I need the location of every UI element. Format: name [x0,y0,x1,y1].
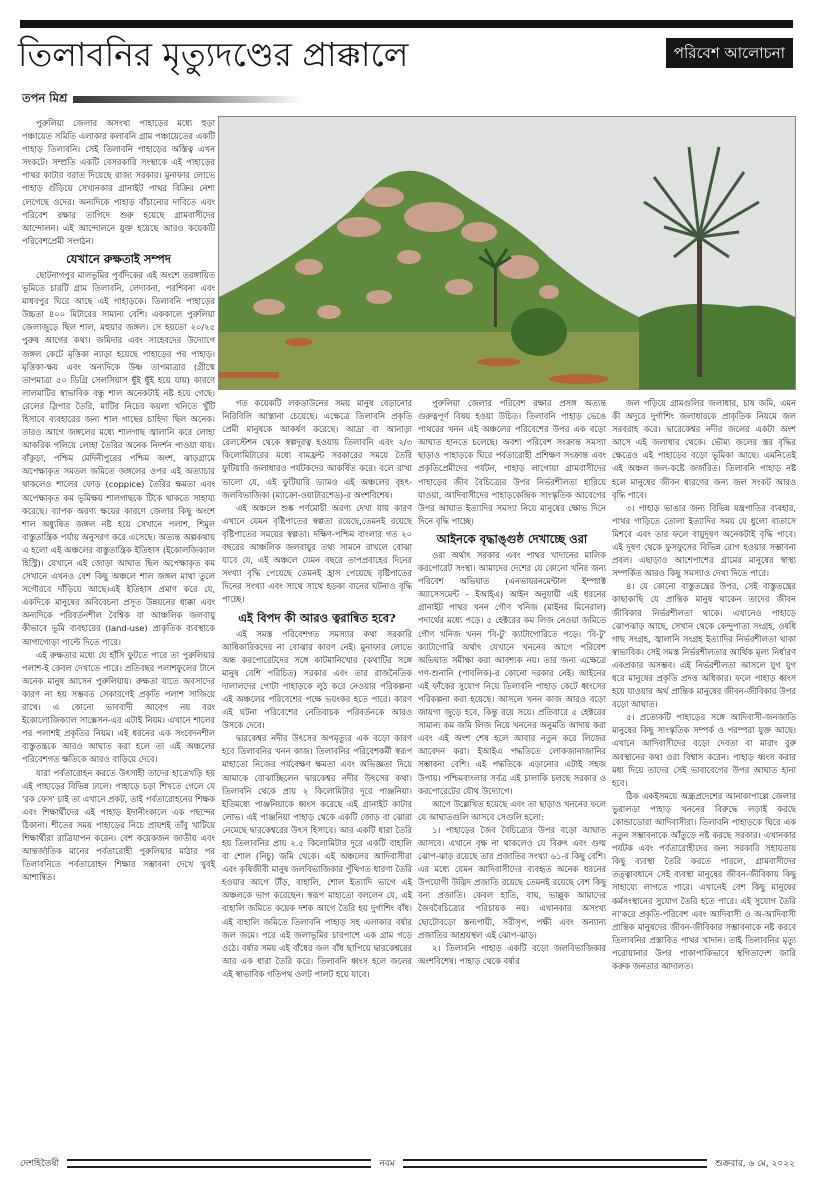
author-name: তপন মিশ্র [22,91,68,105]
byline [22,90,303,109]
article-column-1 [22,117,215,884]
paragraph: এই অঞ্চলে শুষ্ক পর্ণমোচী অরণ্য দেখা যায় কারণ এখানে যেমন বৃষ্টিপাতের স্বল্পতা রয়েছে,তেমনই রয়েছে বৃষ্টিপাতের সময়ের স্বল্পতা। দক্ষিণ-পশ্চিম বাংলার গত ২০ বছরের আঞ্চলিক জলবায়ুর তথ্য সামনে রাখলে বোঝা যাবে যে, এই অঞ্চলে যেমন বছরে তাপপ্রবাহের দিনের সংখ্যা বৃদ্ধি পেয়েছে তেমনই হ্রাস পেয়েছে বৃষ্টিপাতের দিনের সংখ্যা এবং সাথে সাথে হড়কা বানের ঘটনাও বৃদ্ধি পাচ্ছে। [222,502,412,605]
paragraph: ঠিক একইসময়ে অন্ধ্রপ্রদেশের আনাকাপাল্লে জেলার ভুরালডা পাহাড় খননের বিরুদ্ধে লড়াই করছে কোন্ডাডোরা আদিবাসীরা। তিলাবনি পাহাড়কে ঘিরে এক নতুন সম্ভাবনাকে আঁতুড়ে নষ্ট করছে সরকার। এখানকার পর্যটক এবং পর্বতারোহীদের জন্য সরকারি সহায়তায় কিছু ব্যবস্থা তৈরি করতে পারলে, গ্রামবাসীদের তত্ত্বাবধানে সেই ব্যবস্থা মানুষের জীবন-জীবিকায় কিছু সাহায্যে লাগতে পারে। এখানেই বেশ কিছু মানুষের কর্মসংস্থানের সুযোগ তৈরি হতে পারে। এই সুযোগ তৈরি না'করে প্রকৃতি-পরিবেশ এবং আদিবাসী ও অ-আদিবাসী প্রান্তিক মানুষদের জীবন-জীবিকার সম্ভাবনাকে নষ্ট করবে তিলাবনির প্রস্তাবিত পাথর খাদান। তাই তিলাবনির মৃত্যু পরোয়ানার উপর পাকাপাকিভাবে স্থগিতাদেশ জারি করুক জনতার আদালত। [612,790,796,972]
page-footer [20,1156,795,1171]
article-column-3 [418,397,606,968]
paragraph: দ্বারকেশ্বর নদীর উৎসের অপমৃত্যুর এক বড়ো কারণ হবে তিলাবনির খনন কাজ। তিলাবনির পরিবেশকর্মী স্বরূপ মাহাতো নিজের পর্যবেক্ষণ ক্ষমতা এবং অভিজ্ঞতা দিয়ে আমাকে বোঝাচ্ছিলেন দ্বারকেশ্বর নদীর উৎসের কথা। তিলাবনি থেকে প্রায় ২ কিলোমিটার দূরে পাঞ্জনিয়া। ইতিমধ্যে পাঞ্জনিয়াকে ধ্বংস করেছে এই গ্রানাইট কাটার লোভ। এই পাঞ্জনিয়া পাহাড় থেকে একটি জোড় বা ঝোরা নেমেছে দ্বারকেশ্বরের উৎস হিসাবে। আর একটি ধারা তৈরি হয় তিলাবনির প্রায় ২.৫ কিলোমিটার দূরে একটি বাহালি বা শোল (নিচু) জমি থেকে। এই অঞ্চলের আদিবাসীরা এবং কৃষিজীবী মানুষ জলবিভাজিকার পুঁথিগত ধারণা তৈরি হওয়ার আগে টাঁড়, বাহালি, শোল ইত্যাদি ভাগে এই অঞ্চলকে ভাগ করেছেন। স্বরূপ মাহাতো বললেন যে, এই বাহালি জমিতে কয়েক দশক আগে তৈরি হয় দুর্গাশিং বাঁধ। এই বাহালি জমিতে তিলাবনি পাহাড় সহ এলাকার বর্ষার জল জমে। পরে এই জলাভূমির চারপাশে এক গ্রাম গড়ে ওঠে। বর্ষার সময় এই বাঁধের জল বাঁধ ছাপিয়ে দ্বারকেশ্বরের আর এক ধারা তৈরি করে। তিলাবনি ধ্বংস হলে জলের এই স্বাভাবিক গতিপথ ওলট পালট হয়ে যাবে। [222,733,412,979]
paragraph: ছোটনাগপুর মালভূমির পূর্বদিকের এই অংশে তরঙ্গায়িত ভূমিতে চারটি গ্রাম তিলাবনি, লেদাবনা, পরশিবনা এবং মাধবপুর ঘিরে আছে এই পাহাড়কে। তিলাবনি পাহাড়ের উচ্চতা ৪০০ মিটারের সামান্য বেশি। এককালে পুরুলিয়া জেলাজুড়ে ছিল শাল, মহুয়ার জঙ্গল। সে হয়তো ২০/২৫ পুরুষ আগের কথা। জমিদার এবং সাহেবদের উদ্যোগে জঙ্গল কেটে মৃত্তিকা ন্যাড়া হয়েছে পাহাড়ের পর পাহাড়। মৃত্তিকা-ক্ষয় এবং অন্যদিকে উষ্ণ তাপমাত্রার (গ্রীষ্মে তাপমাত্রা ৫০ ডিগ্রি সেলসিয়াস ছুঁই ছুঁই হয়ে যায়) কারণে লালমাটির স্বাভাবিক বন্ধু শাল অনেকটাই নষ্ট হয়ে গেছে। রেলের স্লিপার তৈরি, মাটির নিচের কয়লা খনিতে খুঁটি হিসাবে ব্যবহারের জন্য শাল গাছের চাহিদা ছিল অনেক। তারও আগে জঙ্গলের মধ্যে শালগাছ জ্বালানি করে লোহা আকরিক গলিয়ে লোহা তৈরির অনেক নিদর্শন পাওয়া যায়। বাঁকুড়া, পশ্চিম মেদিনীপুরের পশ্চিম অংশ, ঝাড়গ্রামে অপেক্ষাকৃত সমতল জমিতে জঙ্গলের ওপর এই অত্যাচার থাকলেও শালের ফোড় (coppice) তৈরির ক্ষমতা এবং অপেক্ষাকৃত কম ভূমিক্ষয় শালগাছকে টিকে থাকতে সাহায্য করেছে। ব্যাপক অরণ্য ক্ষয়ের কারণে জেলার কিছু অংশে শাল অধ্যুষিত জঙ্গল নষ্ট হয়ে সেখানে পলাশ, শিমুল বাস্তুতান্ত্রিক পর্যায় অনুসরণ করে এসেছে। অত্যন্ত অল্পকথায় এ হলো এই অঞ্চলের বাস্তুতান্ত্রিক ইতিহাস (ইকোলজিক্যাল হিস্ট্রি)। যেখানে এই জোড়া আঘাত ছিল অপেক্ষাকৃত কম সেখানে এখনও বেশ কিছু অঞ্চলে শাল জঙ্গল মাথা তুলে সগৌরবে দাঁড়িয়ে আছে।এই ইতিহাস প্রমাণ করে যে, একদিকে মানুষের অবিবেচনা প্রসূত উন্নয়নের ধাক্কা এবং অন্যদিকে পরিবর্তনশীল বৈশ্বিক বা আঞ্চলিক জলবায়ু কীভাবে ভূমি ব্যবহারের (land-use) প্রাকৃতিক ব্যবস্থাকে আগাগোড়া পাল্টে দিতে পারে। [22,269,215,647]
hill-landscape-photo [219,117,795,389]
article-column-2 [222,397,412,981]
paragraph: পুরুলিয়া জেলার অসংখ্য পাহাড়ের মধ্যে হুড়া পঞ্চায়েত সমিতি এলাকার কলাবনি গ্রাম পঞ্চায়েতের একটি পাহাড় তিলাবনি। সেই তিলাবনি পাহাড়ের অস্তিত্ব এখন সংকটে। সম্প্রতি একটি বেসরকারি সংস্থাকে এই পাহাড়ের পাথর কাটার বরাত দিয়েছে রাজ্য সরকার। মুনাফার লোভে পাহাড় গুঁড়িয়ে সেখানকার গ্রানাইট পাথর বিক্রির নেশা লেগেছে ওদের। অন্যদিকে পাহাড় বাঁচানোর দাবিতে এবং পরিবেশ রক্ষার তাগিদে শুরু হয়েছে গ্রামবাসীদের আন্দোলন। এই আন্দোলনে যুক্ত হয়েছে আরও কয়েকটি পরিবেশপ্রেমী সংগঠন। [22,118,215,246]
byline-gradient-bar [73,96,303,103]
footer-rule [403,1159,707,1168]
paragraph: জল গড়িয়ে গ্রামগুলির জলাধার, চাষ জমি, এমন কী অদূরে দুর্গাশিং জলাধারকে প্রাকৃতিক নিয়মে জল সরবরাহ করে। দ্বারেকেশ্বর নদীর জলের একটা অংশ আসে এই জলাধার থেকে। ভৌম্য জলের স্তর বৃদ্ধির ক্ষেত্রেও এই পাহাড়ের বড়ো ভূমিকা আছে। এমনিতেই এই অঞ্চল জল-কষ্টে জর্জরিত। তিলাবনি পাহাড় নষ্ট হলে মানুষের জীবন ধারণের জন্য জল সংকট আরও বৃদ্ধি পাবে। [612,398,796,500]
paragraph: ২। তিলাবনি পাহাড় একটি বড়ো জলবিভাজিকার অংশবিশেষ। পাহাড় থেকে বর্ষার [418,942,606,966]
page-number: নবম [379,1159,395,1169]
paragraph: ওরা অর্থাৎ সরকার এবং পাথর খাদানের মালিক করপোরেট সংস্থা। আমাদের দেশের যে কোনো খনির জন্য পরিবেশ অভিঘাত (এনভায়রনমেন্টাল ইম্প্যাক্ট অ্যাসেসমেন্ট – ইআইএ) আইন অনুযায়ী এই ধরনের গ্রানাইট পাথর খনন গৌণ খনিজ (মাইনর মিনেরাল) পদার্থের মধ্যে পড়ে। ৫ হেক্টরের কম লিজ নেওয়া জমিতে গৌণ খনিজ খনন 'বি-টু' ক্যাটাগোরিতে পড়ে। 'বি-টু' ক্যাটাগোরি অর্থাৎ যেখানে খননের আগে পরিবেশ অভিঘাত সমীক্ষা করা আবশ্যক নয়। তার জন্য এক্ষেত্রে গণ-শুনানি (পাবলিক)-র কোনো দরকার নেই। আইনের এই ফাঁকের সুযোগ নিয়ে তিলাবনি পাহাড় কেটে ধ্বংসের পরিকল্পনা করা হয়েছে। আসলে খনন কাজ আরও বড়ো জায়গা জুড়ে হবে, কিন্তু রয়ে সয়ে। প্রতিবারে ৫ হেক্টরের সামান্য কম জমি লিজ নিয়ে খননের অনুমতি আদায় করা এবং এই অংশ শেষ হলে আবার নতুন করে লিজের আবেদন করা। ইআইএ পদ্ধতিতে লোকজানাজানির সম্ভাবনা বেশি। এই পদ্ধতিকে এড়ানোর এটাই সহজ উপায়। পশ্চিমবাংলার সর্বত্র এই চালাকি চলছে সরকার ও করপোরেটের যৌথ উদ্যোগে। [418,549,606,796]
subheading: এই বিপদ কী আরও ত্বরান্বিত হবে? [238,610,396,625]
paragraph: ১। পাহাড়ের জৈব বৈচিত্র্যের উপর বড়ো আঘাত আসবে। এখানে বৃক্ষ না থাকলেও যে বিরুৎ এবং গুল্ম ঝোপ-ঝাড় রয়েছে তার প্রজাতির সংখ্যা ৬১-র কিছু বেশি। এর মধ্যে যেমন আদিবাসীদের ব্যবহৃত অনেক ধরনের উপযোগী উদ্ভিদ প্রজাতি রয়েছে তেমনই রয়েছে বেশ কিছু বন্য প্রজাতি। কেবল হাতি, বাঘ, ভাল্লুক আমাদের জৈববৈচিত্র্যের পরিচায়ক নয়। এখানকার অসংখ্য ছোটোবড়ো স্তন্যপায়ী, সরীসৃপ, পক্ষী এবং অন্যান্য প্রজাতির আশ্রয়স্থল এই ঝোপ-ঝাড়। [418,824,606,940]
paragraph: এই রুক্ষতার মধ্যে যে হাঁসি ফুটতে পারে তা পুরুলিয়ার পলাশ-ই কেবল দেখাতে পারে। প্রতিবছর পলাশফুলের টানে অনেক মানুষ আসেন পুরুলিয়ায়। রুক্ষতা যাতে অবসাদের কারণ না হয় সম্ভবত সেকারণেই প্রকৃতি পলাশ সাজিয়ে রাখে। এ কোনো ভাববাদী আবেগ নয় বরং ইকোলোজিক্যাল সাক্সেসন-এর এটাই নিয়ম। এখানে শালের পর পলাশই প্রকৃতির নিয়ম। এই ধরনের এক সংবেদনশীল বাস্তুতন্ত্রকে আরও আঘাত করা হলে তা এই অঞ্চলের পরিবেশগত ক্ষতিকে আরও বাড়িয়ে দেবে। [22,649,215,765]
publication-name: দেশহিতৈষী [20,1159,60,1169]
paragraph: ৫। প্রত্যেকটি পাহাড়ের সঙ্গে আদিবাসী-জনজাতি মানুষের কিছু সাংস্কৃতিক সম্পর্ক ও পরম্পরা যুক্ত আছে। এখানে আদিবাসীদের বড়ো দেবতা বা মারাং বুরু অবস্থানের কথা ওরা বিশ্বাস করেন। পাহাড় ধ্বংস করার মধ্য দিয়ে তাদের সেই ভাবাবেগের উপর আঘাত হানা হবে। [612,712,796,788]
paragraph: এই সমস্ত পরিবেশগত সমস্যার কথা সরকারি আধিকারিকদের না বোঝার কারণ নেই। মুনাফার লোভে অন্ধ করপোরেটদের সঙ্গে কাটমানিখোর (কথাটির সঙ্গে মানুষ বেশি পরিচিত) সরকার এবং তার রাজনৈতিক দালালদের গোটা পাহাড়কে লুঠ করে নেওয়ার পরিকল্পনা এই অঞ্চলের পরিবেশের পক্ষে ভয়ংকর হতে পারে। কারণ এই ঘটনা পরিবেশের নেতিবাচক পরিবর্তনকে আরও উসকে দেবে। [222,628,412,731]
article-column-4 [612,397,796,973]
article-photo [218,116,796,390]
paragraph: যারা পর্বতারোহন করতে উৎসাহী তাদের হাতেখড়ি হয় এই পাহাড়ের বিভিন্ন ঢালে। পাহাড়ে চড়া শিখতে গেলে যে 'রক ফেস' চাই তা এখানে প্রকট, তাই পর্বতারোহনের শিক্ষক এবং শিক্ষার্থীদের এই পাহাড় ইদানীংকালে এক পছন্দের ঠিকানা। শীতের সময় পাহাড়ের নিচে প্রায়শই তাঁবু খাটিয়ে শিক্ষার্থীরা রাত্রিযাপন করেন। বেশ কয়েকজন জাতীয় এবং আন্তর্জাতিক মানের পর্বতারোহী পুরুলিয়ার মাঠার পর তিলাবনিতে পর্বতারোহন শিক্ষার সম্ভাবনা দেখে খুবই আশান্বিত। [22,767,215,883]
subheading: আইনকে বৃদ্ধাঙ্গুষ্ঠ দেখাচ্ছে ওরা [436,531,588,546]
paragraph: ৪। যে কোনো বাস্তুতন্ত্রের উপর, সেই বাস্তুতন্ত্রের কাছাকাছি যে প্রান্তিক মানুষ থাকেন তাদের জীবন জীবিকার নির্ভরশীলতা থাকে। এখানেও পাহাড়ে ঝোপঝাড় আছে, সেখান থেকে কেন্দুপাতা সংগ্রহ, ওষধি গাছ সংগ্রহ, জ্বালানি সংগ্রহ ইত্যাদির নির্ভরশীলতা থাকা স্বাভাবিক। সেই সমস্ত নির্ভরশীলতার আর্থিক মূল্য নির্ধারণ একপ্রকার অসম্ভব। এই নির্ভরশীলতা আসলে যুগ যুগ ধরে মানুষের প্রকৃতি প্রদত্ত অধিকার। ফলে পাহাড় ধ্বংস হয়ে যাওয়ার অর্থ প্রান্তিক মানুষের জীবন-জীবিকার উপর বড়ো আঘাত। [612,581,796,710]
issue-date: শুক্রবার, ৬ মে, ২০২২ [714,1159,795,1169]
paragraph: গত কয়েকটি লকডাউনের সময় মানুষ বেড়ানোর নিরিবিলি আস্তানা চেয়েছে। এক্ষেত্রে তিলাবনি প্রকৃতি প্রেমী মানুষকে আকর্ষণ করেছে। আদ্রা বা আনাড়া রেলস্টেশন থেকে স্বল্পদূরত্ব হওয়ায় তিলাবনি এবং ২/৩ কিলোমিটারের মধ্যে বামফ্রন্ট সরকারের সময়ে তৈরি ফুটিয়ারি জলাধারও পর্যটকদের আকর্ষিত করে। বলে রাখা ভালো যে, এই ফুটিয়ারি ড্যামও এই অঞ্চলের বৃহৎ-জলবিভাজিকা (ম্যাক্রো-ওয়াটারশেড)-র অংশবিশেষ। [222,398,412,500]
header-rule [20,20,793,28]
paragraph: পুরুলিয়া জেলার পরিবেশ রক্ষার প্রসঙ্গ অত্যন্ত গুরুত্বপূর্ণ বিষয় হওয়া উচিত। তিলাবনি পাহাড় ভেঙে পাথরের খনন এই অঞ্চলের পরিবেশের উপর এক বড়ো আঘাত হানতে চলেছে। অবশ্য পরিবেশ সংক্রান্ত সমস্যা ছাড়াও পাহাড়কে ঘিরে পর্বতারোহী প্রশিক্ষণ সংক্রান্ত এবং প্রকৃতিপ্রেমীদের পর্যটন, পাহাড় লাগোয়া গ্রামবাসীদের পাহাড়ের জীব বৈচিত্র্যের উপর নির্ভরশীলতা হারিয়ে যাওয়া, আদিবাসীদের পাহাড়কেন্দ্রিক সাংস্কৃতিক আবেগের উপর আঘাত ইত্যাদির সমস্যা নিয়ে মানুষের ক্ষোভ দিনে দিনে বৃদ্ধি পাচ্ছে। [418,398,606,526]
article-headline: তিলাবনির মৃত্যুদণ্ডের প্রাক্কালে [18,35,409,74]
footer-rule [67,1159,371,1168]
section-tag: পরিবেশ আলোচনা [666,38,793,68]
paragraph: ৩। পাহাড় ভাঙার জন্য বিভিন্ন যন্ত্রপাতির ব্যবহার, পাথর গাড়িতে তোলা ইত্যাদির সময় যে ধুলো বাতাসে মিশবে এবং তার ফলে বায়ুদূষণ অনেকটাই বৃদ্ধি পাবে। এই দূষণ থেকে ফুসফুসের বিভিন্ন রোগ হওয়ার সম্ভাবনা প্রবল। এছাড়াও আশেপাশের গ্রামের মানুষের স্বাস্থ্য সম্পর্কিত আরও কিছু সমস্যাও দেখা দিতে পারে। [612,502,796,579]
paragraph: আগে উল্লেখিত হয়েছে এবং তা ছাড়াও খননের ফলে যে আঘাতগুলি আসবে সেগুলি হলো: [418,798,606,822]
subheading: যেখানে রুক্ষতাই সম্পদ [66,251,171,266]
